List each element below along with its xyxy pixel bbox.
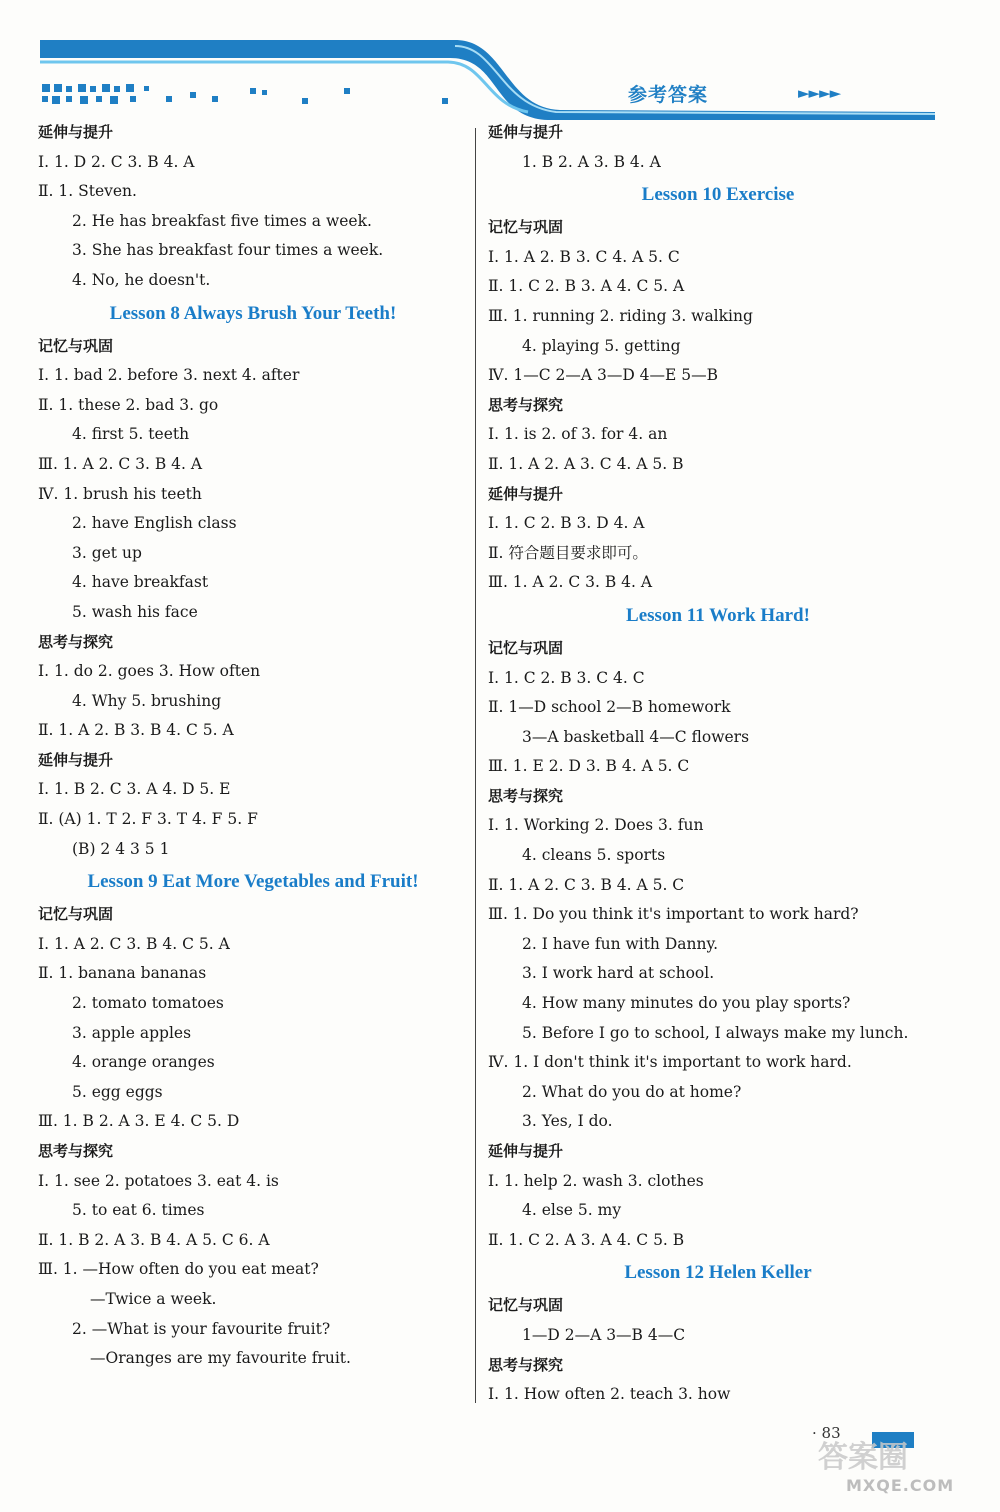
answer-line: 3—A basketball 4—C flowers xyxy=(522,727,750,746)
answer-line: Ⅱ. 1. A 2. A 3. C 4. A 5. B xyxy=(488,454,684,473)
lesson-title: Lesson 12 Helen Keller xyxy=(624,1262,812,1284)
section-heading: 思考与探究 xyxy=(488,1355,564,1374)
section-heading: 延伸与提升 xyxy=(488,484,564,503)
answer-line: Ⅲ. 1. running 2. riding 3. walking xyxy=(488,306,753,325)
section-heading: 思考与探究 xyxy=(488,395,564,414)
answer-line: Ⅰ. 1. C 2. B 3. D 4. A xyxy=(488,514,645,533)
section-heading: 记忆与巩固 xyxy=(488,218,564,237)
answer-line: 4. Why 5. brushing xyxy=(72,691,222,710)
section-heading: 思考与探究 xyxy=(38,632,114,651)
answer-line: 4. orange oranges xyxy=(72,1053,215,1072)
answer-line: Ⅰ. 1. How often 2. teach 3. how xyxy=(488,1385,731,1404)
answer-line: Ⅳ. 1—C 2—A 3—D 4—E 5—B xyxy=(488,366,719,385)
answer-line: Ⅰ. 1. see 2. potatoes 3. eat 4. is xyxy=(38,1171,279,1190)
section-heading: 记忆与巩固 xyxy=(38,336,114,355)
watermark-logo: 答案圈 xyxy=(818,1440,908,1475)
answer-line: 2. I have fun with Danny. xyxy=(522,934,719,953)
header-banner xyxy=(0,0,1000,125)
answer-line: —Oranges are my favourite fruit. xyxy=(90,1349,351,1368)
section-heading: 记忆与巩固 xyxy=(38,905,114,924)
answer-line: Ⅱ. 1. A 2. B 3. B 4. C 5. A xyxy=(38,721,234,740)
answer-line: Ⅰ. 1. A 2. C 3. B 4. C 5. A xyxy=(38,934,230,953)
section-heading: 延伸与提升 xyxy=(38,750,114,769)
answer-line: Ⅱ. 1—D school 2—B homework xyxy=(488,698,731,717)
answer-line: 3. apple apples xyxy=(72,1023,192,1042)
answer-line: Ⅱ. 1. C 2. B 3. A 4. C 5. A xyxy=(488,277,685,296)
answer-line: Ⅰ. 1. B 2. C 3. A 4. D 5. E xyxy=(38,780,231,799)
answer-line: 2. —What is your favourite fruit? xyxy=(72,1319,331,1338)
answer-line: Ⅳ. 1. I don't think it's important to work hard. xyxy=(488,1053,852,1072)
answer-line: 4. first 5. teeth xyxy=(72,425,190,444)
answer-line: Ⅰ. 1. Working 2. Does 3. fun xyxy=(488,816,704,835)
section-heading: 思考与探究 xyxy=(488,786,564,805)
header-title: 参考答案 xyxy=(628,84,709,106)
answer-line: Ⅱ. 1. these 2. bad 3. go xyxy=(38,395,219,414)
answer-line: 3. She has breakfast four times a week. xyxy=(72,241,384,260)
answer-line: 3. Yes, I do. xyxy=(522,1112,613,1131)
answer-line: Ⅰ. 1. bad 2. before 3. next 4. after xyxy=(38,366,300,385)
answer-line: Ⅱ. 符合题目要求即可。 xyxy=(488,543,648,562)
right-column xyxy=(488,118,948,1410)
section-heading: 思考与探究 xyxy=(38,1142,114,1160)
lesson-title: Lesson 9 Eat More Vegetables and Fruit! xyxy=(87,871,419,893)
section-heading: 记忆与巩固 xyxy=(488,638,564,657)
watermark-url: MXQE.COM xyxy=(846,1476,955,1495)
answer-line: Ⅱ. 1. C 2. A 3. A 4. C 5. B xyxy=(488,1230,685,1249)
answer-line: 2. He has breakfast five times a week. xyxy=(72,211,372,230)
answer-line: 4. have breakfast xyxy=(72,573,209,592)
answer-line: Ⅱ. 1. A 2. C 3. B 4. A 5. C xyxy=(488,875,685,894)
answer-line: 2. have English class xyxy=(72,514,237,533)
answer-line: 2. tomato tomatoes xyxy=(72,994,224,1013)
column-divider xyxy=(475,128,476,1403)
left-column xyxy=(38,118,468,1374)
answer-line: 4. cleans 5. sports xyxy=(522,846,666,865)
section-heading: 延伸与提升 xyxy=(488,123,564,141)
answer-line: 4. How many minutes do you play sports? xyxy=(522,994,851,1013)
answer-line: Ⅲ. 1. —How often do you eat meat? xyxy=(38,1260,319,1279)
answer-line: Ⅱ. (A) 1. T 2. F 3. T 4. F 5. F xyxy=(38,810,258,829)
page-header xyxy=(0,0,1000,125)
section-heading: 记忆与巩固 xyxy=(488,1296,564,1315)
answer-line: Ⅲ. 1. Do you think it's important to work hard? xyxy=(488,905,859,924)
answer-line: Ⅰ. 1. C 2. B 3. C 4. C xyxy=(488,668,645,687)
answer-line: Ⅰ. 1. help 2. wash 3. clothes xyxy=(488,1171,704,1190)
answer-line: 4. else 5. my xyxy=(522,1201,622,1220)
section-heading: 延伸与提升 xyxy=(38,123,114,141)
section-heading: 延伸与提升 xyxy=(488,1142,564,1160)
page-number: · 83 xyxy=(812,1424,841,1442)
answer-line: Ⅲ. 1. E 2. D 3. B 4. A 5. C xyxy=(488,757,690,776)
answer-line: 3. get up xyxy=(72,543,142,562)
answer-line: 1—D 2—A 3—B 4—C xyxy=(522,1325,686,1344)
answer-line: 2. What do you do at home? xyxy=(522,1082,742,1101)
answer-line: 5. wash his face xyxy=(72,602,198,621)
lesson-title: Lesson 11 Work Hard! xyxy=(626,604,810,626)
answer-line: 5. egg eggs xyxy=(72,1082,163,1101)
answer-line: 1. B 2. A 3. B 4. A xyxy=(522,152,661,171)
answer-line: 5. to eat 6. times xyxy=(72,1201,205,1220)
answer-line: Ⅳ. 1. brush his teeth xyxy=(38,484,202,503)
answer-line: Ⅲ. 1. B 2. A 3. E 4. C 5. D xyxy=(38,1112,240,1131)
lesson-title: Lesson 8 Always Brush Your Teeth! xyxy=(109,302,397,324)
answer-line: 5. Before I go to school, I always make my lunch. xyxy=(522,1023,909,1042)
answer-line: Ⅰ. 1. D 2. C 3. B 4. A xyxy=(38,152,195,171)
answer-line: —Twice a week. xyxy=(90,1289,217,1308)
header-arrows-icon: ►►►► xyxy=(798,84,841,102)
answer-line: (B) 2 4 3 5 1 xyxy=(72,839,170,858)
answer-line: Ⅰ. 1. do 2. goes 3. How often xyxy=(38,662,261,681)
answer-line: Ⅱ. 1. Steven. xyxy=(38,182,137,201)
answer-line: 4. No, he doesn't. xyxy=(72,270,211,289)
answer-line: 4. playing 5. getting xyxy=(522,336,681,355)
answer-line: Ⅰ. 1. A 2. B 3. C 4. A 5. C xyxy=(488,247,680,266)
answer-line: Ⅰ. 1. is 2. of 3. for 4. an xyxy=(488,425,668,444)
lesson-title: Lesson 10 Exercise xyxy=(641,184,795,206)
answer-line: Ⅲ. 1. A 2. C 3. B 4. A xyxy=(38,454,203,473)
answer-line: Ⅲ. 1. A 2. C 3. B 4. A xyxy=(488,573,653,592)
answer-line: Ⅱ. 1. banana bananas xyxy=(38,964,207,983)
answer-line: 3. I work hard at school. xyxy=(522,964,715,983)
answer-line: Ⅱ. 1. B 2. A 3. B 4. A 5. C 6. A xyxy=(38,1230,270,1249)
